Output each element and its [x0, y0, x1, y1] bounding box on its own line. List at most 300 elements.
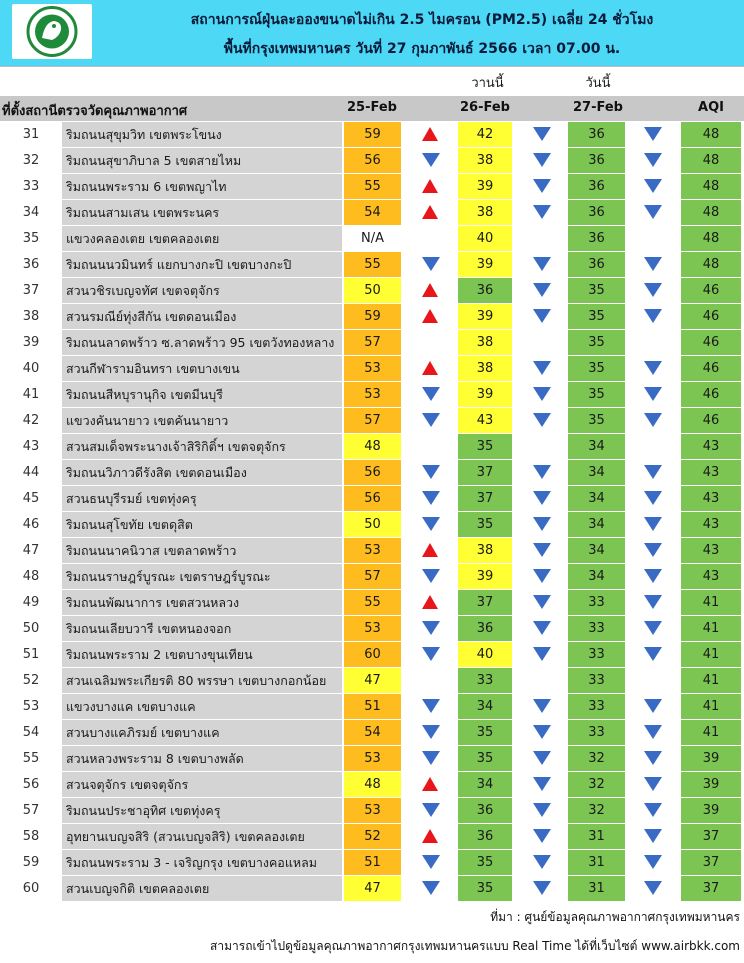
report-title-line1: สถานการณ์ฝุ่นละอองขนาดไม่เกิน 2.5 ไมครอน (PM2.5) เฉลี่ย 24 ชั่วโมง: [190, 12, 654, 28]
trend-26feb: [515, 356, 568, 381]
arrow-down-icon: [533, 517, 551, 531]
table-row: [0, 668, 744, 694]
station-number: 32: [0, 148, 62, 173]
pm25-25feb: 54: [344, 200, 401, 225]
pm25-27feb: 32: [568, 746, 625, 771]
pm25-26feb: 37: [458, 460, 512, 485]
table-row: [0, 226, 744, 252]
station-number: 31: [0, 122, 62, 147]
realtime-note: สามารถเข้าไปดูข้อมูลคุณภาพอากาศกรุงเทพมหานครแบบ Real Time ได้ที่เว็บไซต์ www.airbkk.com: [210, 939, 740, 953]
arrow-down-icon: [644, 543, 662, 557]
arrow-down-icon: [644, 257, 662, 271]
aqi-value: 48: [681, 252, 741, 277]
aqi-value: 37: [681, 876, 741, 901]
trend-25feb: [404, 694, 458, 719]
pm25-26feb: 42: [458, 122, 512, 147]
sublabel-today: วันนี้: [585, 76, 611, 91]
trend-25feb: [404, 174, 458, 199]
trend-25feb: [404, 616, 458, 641]
trend-26feb: [515, 512, 568, 537]
aqi-value: 46: [681, 382, 741, 407]
trend-26feb: [515, 434, 568, 459]
table-row: [0, 122, 744, 148]
arrow-down-icon: [533, 595, 551, 609]
station-name: ริมถนนเลียบวารี เขตหนองจอก: [62, 616, 342, 641]
trend-25feb: [404, 356, 458, 381]
station-name: สวนเฉลิมพระเกียรติ 80 พรรษา เขตบางกอกน้อย: [62, 668, 342, 693]
trend-27feb: [626, 590, 680, 615]
pm25-26feb: 39: [458, 564, 512, 589]
table-row: [0, 694, 744, 720]
station-name: สวนสมเด็จพระนางเจ้าสิริกิติ์ฯ เขตจตุจักร: [62, 434, 342, 459]
trend-26feb: [515, 642, 568, 667]
station-number: 49: [0, 590, 62, 615]
table-row: [0, 304, 744, 330]
arrow-down-icon: [533, 751, 551, 765]
arrow-down-icon: [533, 257, 551, 271]
aqi-value: 41: [681, 616, 741, 641]
trend-27feb: [626, 694, 680, 719]
station-number: 46: [0, 512, 62, 537]
trend-26feb: [515, 668, 568, 693]
arrow-down-icon: [644, 205, 662, 219]
aqi-value: 46: [681, 330, 741, 355]
table-row: [0, 616, 744, 642]
pm25-27feb: 32: [568, 772, 625, 797]
trend-25feb: [404, 304, 458, 329]
pm25-25feb: 57: [344, 408, 401, 433]
pm25-26feb: 36: [458, 824, 512, 849]
trend-26feb: [515, 252, 568, 277]
pm25-26feb: 36: [458, 616, 512, 641]
table-row: [0, 408, 744, 434]
trend-25feb: [404, 122, 458, 147]
arrow-down-icon: [533, 205, 551, 219]
pm25-27feb: 36: [568, 174, 625, 199]
pm25-26feb: 35: [458, 876, 512, 901]
arrow-down-icon: [533, 803, 551, 817]
pm25-26feb: 38: [458, 356, 512, 381]
pm25-27feb: 33: [568, 590, 625, 615]
arrow-down-icon: [644, 751, 662, 765]
pm25-25feb: 48: [344, 772, 401, 797]
station-number: 55: [0, 746, 62, 771]
arrow-down-icon: [533, 179, 551, 193]
trend-26feb: [515, 382, 568, 407]
station-number: 34: [0, 200, 62, 225]
pm25-26feb: 34: [458, 694, 512, 719]
arrow-down-icon: [533, 829, 551, 843]
pm25-27feb: 35: [568, 278, 625, 303]
pm25-25feb: N/A: [344, 226, 401, 251]
arrow-down-icon: [422, 751, 440, 765]
station-number: 57: [0, 798, 62, 823]
source-note: ที่มา : ศูนย์ข้อมูลคุณภาพอากาศกรุงเทพมหานคร: [490, 910, 740, 924]
station-name: ริมถนนสุขุมวิท เขตพระโขนง: [62, 122, 342, 147]
station-number: 50: [0, 616, 62, 641]
station-number: 51: [0, 642, 62, 667]
pm25-26feb: 39: [458, 304, 512, 329]
trend-26feb: [515, 122, 568, 147]
arrow-down-icon: [644, 517, 662, 531]
aqi-value: 43: [681, 512, 741, 537]
table-row: [0, 824, 744, 850]
column-header-27feb: 27-Feb: [573, 100, 623, 115]
trend-25feb: [404, 200, 458, 225]
table-row: [0, 330, 744, 356]
pm25-26feb: 39: [458, 252, 512, 277]
station-number: 38: [0, 304, 62, 329]
header-divider: [0, 66, 744, 67]
arrow-up-icon: [422, 595, 438, 609]
pm25-27feb: 35: [568, 356, 625, 381]
arrow-up-icon: [422, 127, 438, 141]
station-number: 44: [0, 460, 62, 485]
arrow-down-icon: [644, 153, 662, 167]
pm25-27feb: 36: [568, 122, 625, 147]
trend-25feb: [404, 590, 458, 615]
aqi-value: 48: [681, 200, 741, 225]
station-name: แขวงคลองเตย เขตคลองเตย: [62, 226, 342, 251]
trend-26feb: [515, 616, 568, 641]
trend-27feb: [626, 772, 680, 797]
pm25-27feb: 34: [568, 460, 625, 485]
pm25-25feb: 57: [344, 564, 401, 589]
column-header-station: ที่ตั้งสถานีตรวจวัดคุณภาพอากาศ: [2, 104, 188, 119]
pm25-26feb: 39: [458, 174, 512, 199]
arrow-down-icon: [422, 621, 440, 635]
station-name: ริมถนนพระราม 2 เขตบางขุนเทียน: [62, 642, 342, 667]
pm25-27feb: 33: [568, 668, 625, 693]
arrow-down-icon: [422, 855, 440, 869]
trend-25feb: [404, 148, 458, 173]
arrow-up-icon: [422, 829, 438, 843]
arrow-down-icon: [533, 855, 551, 869]
pm25-25feb: 55: [344, 174, 401, 199]
arrow-up-icon: [422, 543, 438, 557]
sublabel-yesterday: วานนี้: [471, 76, 504, 91]
trend-26feb: [515, 564, 568, 589]
station-number: 60: [0, 876, 62, 901]
trend-26feb: [515, 772, 568, 797]
pm25-27feb: 35: [568, 304, 625, 329]
trend-27feb: [626, 278, 680, 303]
pm25-26feb: 34: [458, 772, 512, 797]
station-name: ริมถนนลาดพร้าว ซ.ลาดพร้าว 95 เขตวังทองหลาง: [62, 330, 342, 355]
pm25-27feb: 33: [568, 616, 625, 641]
aqi-value: 41: [681, 694, 741, 719]
trend-25feb: [404, 668, 458, 693]
trend-27feb: [626, 304, 680, 329]
pm25-25feb: 50: [344, 278, 401, 303]
pm25-25feb: 48: [344, 434, 401, 459]
trend-25feb: [404, 798, 458, 823]
trend-25feb: [404, 278, 458, 303]
station-number: 42: [0, 408, 62, 433]
pm25-25feb: 47: [344, 668, 401, 693]
aqi-value: 39: [681, 798, 741, 823]
trend-25feb: [404, 434, 458, 459]
arrow-down-icon: [533, 699, 551, 713]
trend-25feb: [404, 876, 458, 901]
trend-26feb: [515, 408, 568, 433]
station-number: 53: [0, 694, 62, 719]
aqi-value: 43: [681, 564, 741, 589]
pm25-25feb: 54: [344, 720, 401, 745]
pm25-27feb: 32: [568, 798, 625, 823]
arrow-down-icon: [644, 179, 662, 193]
pm25-25feb: 57: [344, 330, 401, 355]
pm25-25feb: 47: [344, 876, 401, 901]
station-number: 36: [0, 252, 62, 277]
aqi-value: 48: [681, 174, 741, 199]
arrow-down-icon: [533, 387, 551, 401]
station-number: 59: [0, 850, 62, 875]
trend-27feb: [626, 668, 680, 693]
pm25-25feb: 56: [344, 486, 401, 511]
pm25-26feb: 37: [458, 590, 512, 615]
arrow-down-icon: [422, 803, 440, 817]
trend-25feb: [404, 382, 458, 407]
trend-26feb: [515, 148, 568, 173]
arrow-down-icon: [644, 127, 662, 141]
table-row: [0, 278, 744, 304]
pm25-27feb: 36: [568, 200, 625, 225]
trend-27feb: [626, 226, 680, 251]
arrow-down-icon: [533, 309, 551, 323]
bma-logo: [12, 4, 92, 59]
column-header-aqi: AQI: [698, 100, 724, 115]
aqi-value: 41: [681, 720, 741, 745]
station-name: ริมถนนประชาอุทิศ เขตทุ่งครุ: [62, 798, 342, 823]
table-row: [0, 772, 744, 798]
table-row: [0, 642, 744, 668]
station-number: 54: [0, 720, 62, 745]
station-number: 45: [0, 486, 62, 511]
aqi-value: 39: [681, 746, 741, 771]
pm25-26feb: 35: [458, 434, 512, 459]
pm25-26feb: 40: [458, 226, 512, 251]
pm25-25feb: 53: [344, 798, 401, 823]
pm25-27feb: 33: [568, 720, 625, 745]
aqi-value: 48: [681, 226, 741, 251]
trend-27feb: [626, 330, 680, 355]
pm25-27feb: 34: [568, 486, 625, 511]
aqi-value: 37: [681, 850, 741, 875]
pm25-25feb: 59: [344, 304, 401, 329]
station-number: 41: [0, 382, 62, 407]
trend-26feb: [515, 486, 568, 511]
trend-25feb: [404, 746, 458, 771]
arrow-down-icon: [533, 725, 551, 739]
pm25-27feb: 31: [568, 876, 625, 901]
station-number: 39: [0, 330, 62, 355]
trend-26feb: [515, 824, 568, 849]
table-row: [0, 434, 744, 460]
station-number: 43: [0, 434, 62, 459]
trend-26feb: [515, 304, 568, 329]
station-name: ริมถนนพระราม 3 - เจริญกรุง เขตบางคอแหลม: [62, 850, 342, 875]
arrow-up-icon: [422, 361, 438, 375]
arrow-down-icon: [644, 855, 662, 869]
table-row: [0, 148, 744, 174]
table-row: [0, 746, 744, 772]
arrow-up-icon: [422, 283, 438, 297]
arrow-up-icon: [422, 309, 438, 323]
trend-25feb: [404, 226, 458, 251]
arrow-down-icon: [533, 153, 551, 167]
pm25-27feb: 34: [568, 564, 625, 589]
arrow-down-icon: [644, 491, 662, 505]
trend-25feb: [404, 512, 458, 537]
arrow-down-icon: [644, 803, 662, 817]
trend-27feb: [626, 382, 680, 407]
aqi-value: 43: [681, 460, 741, 485]
station-number: 47: [0, 538, 62, 563]
arrow-down-icon: [422, 881, 440, 895]
table-row: [0, 356, 744, 382]
trend-25feb: [404, 850, 458, 875]
station-name: ริมถนนนาคนิวาส เขตลาดพร้าว: [62, 538, 342, 563]
trend-27feb: [626, 616, 680, 641]
pm25-27feb: 34: [568, 512, 625, 537]
aqi-value: 37: [681, 824, 741, 849]
station-number: 56: [0, 772, 62, 797]
aqi-value: 43: [681, 538, 741, 563]
station-number: 40: [0, 356, 62, 381]
station-number: 48: [0, 564, 62, 589]
station-name: อุทยานเบญจสิริ (สวนเบญจสิริ) เขตคลองเตย: [62, 824, 342, 849]
trend-27feb: [626, 720, 680, 745]
table-row: [0, 798, 744, 824]
pm25-26feb: 43: [458, 408, 512, 433]
arrow-down-icon: [644, 387, 662, 401]
station-name: สวนจตุจักร เขตจตุจักร: [62, 772, 342, 797]
pm25-27feb: 35: [568, 382, 625, 407]
arrow-down-icon: [533, 413, 551, 427]
trend-26feb: [515, 876, 568, 901]
arrow-down-icon: [644, 595, 662, 609]
trend-25feb: [404, 486, 458, 511]
trend-26feb: [515, 460, 568, 485]
arrow-down-icon: [533, 361, 551, 375]
trend-27feb: [626, 538, 680, 563]
station-name: สวนกีฬารามอินทรา เขตบางเขน: [62, 356, 342, 381]
table-row: [0, 382, 744, 408]
arrow-down-icon: [422, 517, 440, 531]
pm25-27feb: 34: [568, 538, 625, 563]
trend-25feb: [404, 538, 458, 563]
pm25-27feb: 36: [568, 226, 625, 251]
station-name: ริมถนนพระราม 6 เขตพญาไท: [62, 174, 342, 199]
pm25-25feb: 53: [344, 382, 401, 407]
trend-26feb: [515, 200, 568, 225]
trend-27feb: [626, 486, 680, 511]
arrow-down-icon: [644, 829, 662, 843]
arrow-up-icon: [422, 205, 438, 219]
pm25-27feb: 34: [568, 434, 625, 459]
trend-27feb: [626, 512, 680, 537]
station-number: 35: [0, 226, 62, 251]
aqi-value: 46: [681, 304, 741, 329]
pm25-27feb: 31: [568, 824, 625, 849]
pm25-25feb: 55: [344, 252, 401, 277]
station-name: ริมถนนสีหบุรานุกิจ เขตมีนบุรี: [62, 382, 342, 407]
arrow-down-icon: [644, 283, 662, 297]
station-name: ริมถนนวิภาวดีรังสิต เขตดอนเมือง: [62, 460, 342, 485]
table-row: [0, 252, 744, 278]
pm25-25feb: 51: [344, 694, 401, 719]
trend-27feb: [626, 356, 680, 381]
pm25-25feb: 60: [344, 642, 401, 667]
pm25-26feb: 38: [458, 538, 512, 563]
table-row: [0, 200, 744, 226]
aqi-value: 46: [681, 408, 741, 433]
trend-27feb: [626, 824, 680, 849]
arrow-down-icon: [644, 699, 662, 713]
trend-26feb: [515, 798, 568, 823]
pm25-26feb: 37: [458, 486, 512, 511]
arrow-down-icon: [533, 127, 551, 141]
station-name: สวนวชิรเบญจทัศ เขตจตุจักร: [62, 278, 342, 303]
table-row: [0, 460, 744, 486]
station-number: 58: [0, 824, 62, 849]
arrow-down-icon: [422, 413, 440, 427]
pm25-26feb: 36: [458, 798, 512, 823]
table-header: [0, 96, 744, 121]
station-table: [0, 122, 744, 902]
arrow-down-icon: [533, 569, 551, 583]
table-row: [0, 564, 744, 590]
trend-25feb: [404, 460, 458, 485]
pm25-25feb: 52: [344, 824, 401, 849]
report-title-line2: พื้นที่กรุงเทพมหานคร วันที่ 27 กุมภาพันธ์ 2566 เวลา 07.00 น.: [223, 41, 621, 57]
trend-25feb: [404, 642, 458, 667]
table-row: [0, 720, 744, 746]
aqi-value: 46: [681, 356, 741, 381]
trend-27feb: [626, 122, 680, 147]
pm25-26feb: 38: [458, 330, 512, 355]
pm25-25feb: 56: [344, 460, 401, 485]
arrow-up-icon: [422, 777, 438, 791]
trend-25feb: [404, 824, 458, 849]
arrow-up-icon: [422, 179, 438, 193]
pm25-25feb: 53: [344, 356, 401, 381]
trend-27feb: [626, 434, 680, 459]
station-name: ริมถนนสุขาภิบาล 5 เขตสายไหม: [62, 148, 342, 173]
trend-27feb: [626, 408, 680, 433]
pm25-25feb: 56: [344, 148, 401, 173]
arrow-down-icon: [533, 283, 551, 297]
pm25-26feb: 38: [458, 148, 512, 173]
trend-26feb: [515, 850, 568, 875]
arrow-down-icon: [533, 465, 551, 479]
aqi-value: 46: [681, 278, 741, 303]
trend-27feb: [626, 200, 680, 225]
aqi-value: 43: [681, 486, 741, 511]
table-row: [0, 876, 744, 902]
arrow-down-icon: [422, 725, 440, 739]
trend-27feb: [626, 174, 680, 199]
trend-25feb: [404, 252, 458, 277]
pm25-26feb: 38: [458, 200, 512, 225]
aqi-value: 48: [681, 148, 741, 173]
trend-25feb: [404, 330, 458, 355]
pm25-26feb: 35: [458, 746, 512, 771]
arrow-down-icon: [644, 621, 662, 635]
trend-26feb: [515, 538, 568, 563]
arrow-down-icon: [422, 387, 440, 401]
